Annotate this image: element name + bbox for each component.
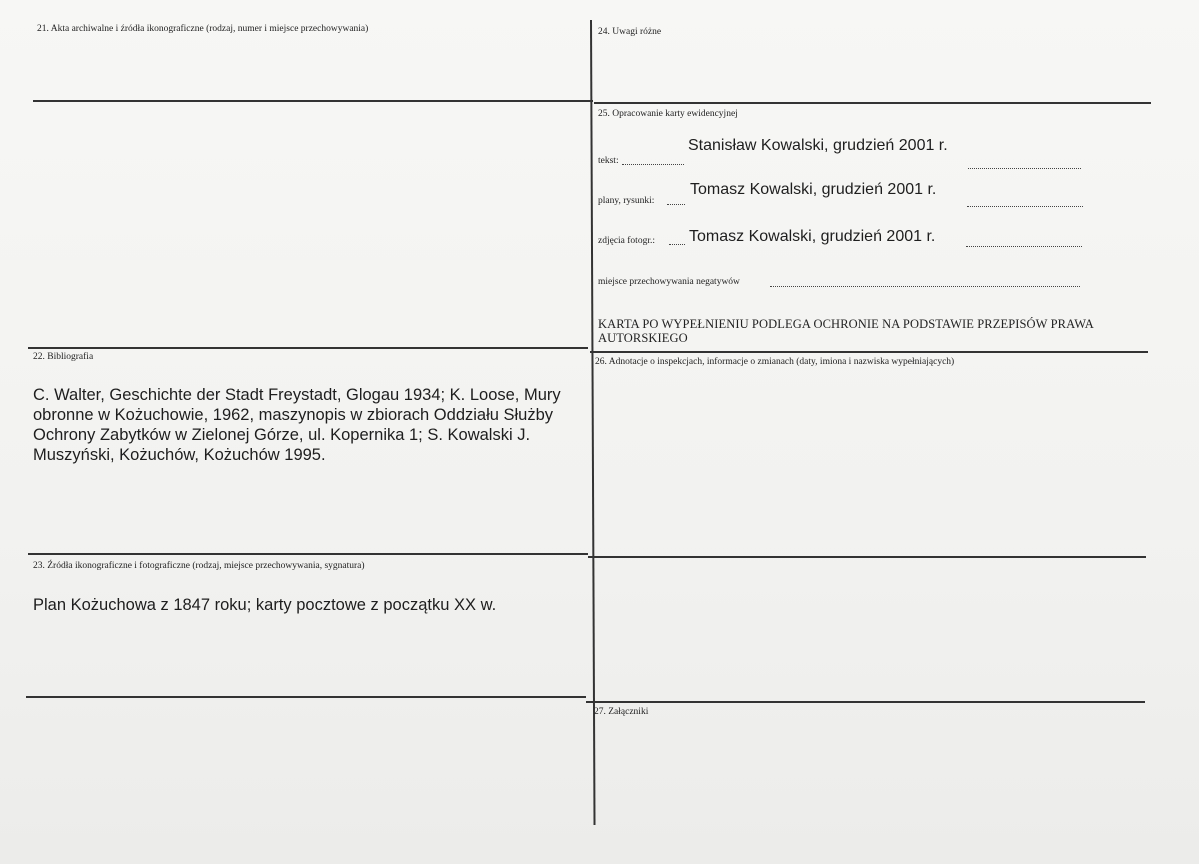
- plany-value: Tomasz Kowalski, grudzień 2001 r.: [690, 181, 937, 198]
- zdjecia-dots-tail: [966, 246, 1082, 247]
- divider-24-25: [594, 102, 1151, 104]
- section-27-label: 27. Załączniki: [594, 707, 649, 717]
- negatywy-label: miejsce przechowywania negatywów: [598, 277, 740, 287]
- zdjecia-dots-lead: [669, 244, 685, 245]
- divider-23-bottom: [26, 696, 586, 698]
- section-26-label: 26. Adnotacje o inspekcjach, informacje o zmianach (daty, imiona i nazwiska wypełniających): [595, 357, 955, 367]
- iconographic-sources-text: Plan Kożuchowa z 1847 roku; karty pocztowe z początku XX w.: [33, 596, 497, 614]
- tekst-dots-tail: [968, 168, 1081, 169]
- center-divider: [590, 20, 596, 825]
- divider-27-top: [586, 701, 1145, 703]
- plany-dots-lead: [667, 204, 685, 205]
- tekst-dots-lead: [622, 164, 684, 165]
- tekst-label: tekst:: [598, 156, 619, 166]
- plany-label: plany, rysunki:: [598, 196, 655, 206]
- divider-23-top: [28, 553, 588, 555]
- copyright-notice-line2: AUTORSKIEGO: [598, 331, 688, 345]
- section-23-label: 23. Źródła ikonograficzne i fotograficzne (rodzaj, miejsce przechowywania, sygnatura): [33, 561, 365, 571]
- section-24-label: 24. Uwagi różne: [598, 27, 662, 37]
- section-25-label: 25. Opracowanie karty ewidencyjnej: [598, 109, 738, 119]
- divider-22-top: [28, 347, 588, 349]
- zdjecia-label: zdjęcia fotogr.:: [598, 236, 655, 246]
- tekst-value: Stanisław Kowalski, grudzień 2001 r.: [688, 137, 948, 154]
- zdjecia-value: Tomasz Kowalski, grudzień 2001 r.: [689, 228, 936, 245]
- divider-21-22-left: [33, 100, 593, 102]
- plany-dots-tail: [967, 206, 1083, 207]
- divider-26-bottom: [588, 556, 1146, 558]
- section-21-label: 21. Akta archiwalne i źródła ikonograficzne (rodzaj, numer i miejsce przechowywania): [37, 24, 369, 34]
- copyright-notice-line1: KARTA PO WYPEŁNIENIU PODLEGA OCHRONIE NA PODSTAWIE PRZEPISÓW PRAWA: [598, 317, 1094, 331]
- negatywy-dots: [770, 286, 1080, 287]
- bibliography-text: C. Walter, Geschichte der Stadt Freystadt, Glogau 1934; K. Loose, Mury obronne w Kożuchowie, 1962, maszynopis w zbiorach Oddziału Służby Ochrony Zabytków w Zielonej Górze, ul. Kopernika 1; S. Kowalski J. Muszyński, Kożuchów, Kożuchów 1995.: [33, 386, 561, 464]
- divider-25-26: [590, 351, 1148, 353]
- section-22-label: 22. Bibliografia: [33, 352, 94, 362]
